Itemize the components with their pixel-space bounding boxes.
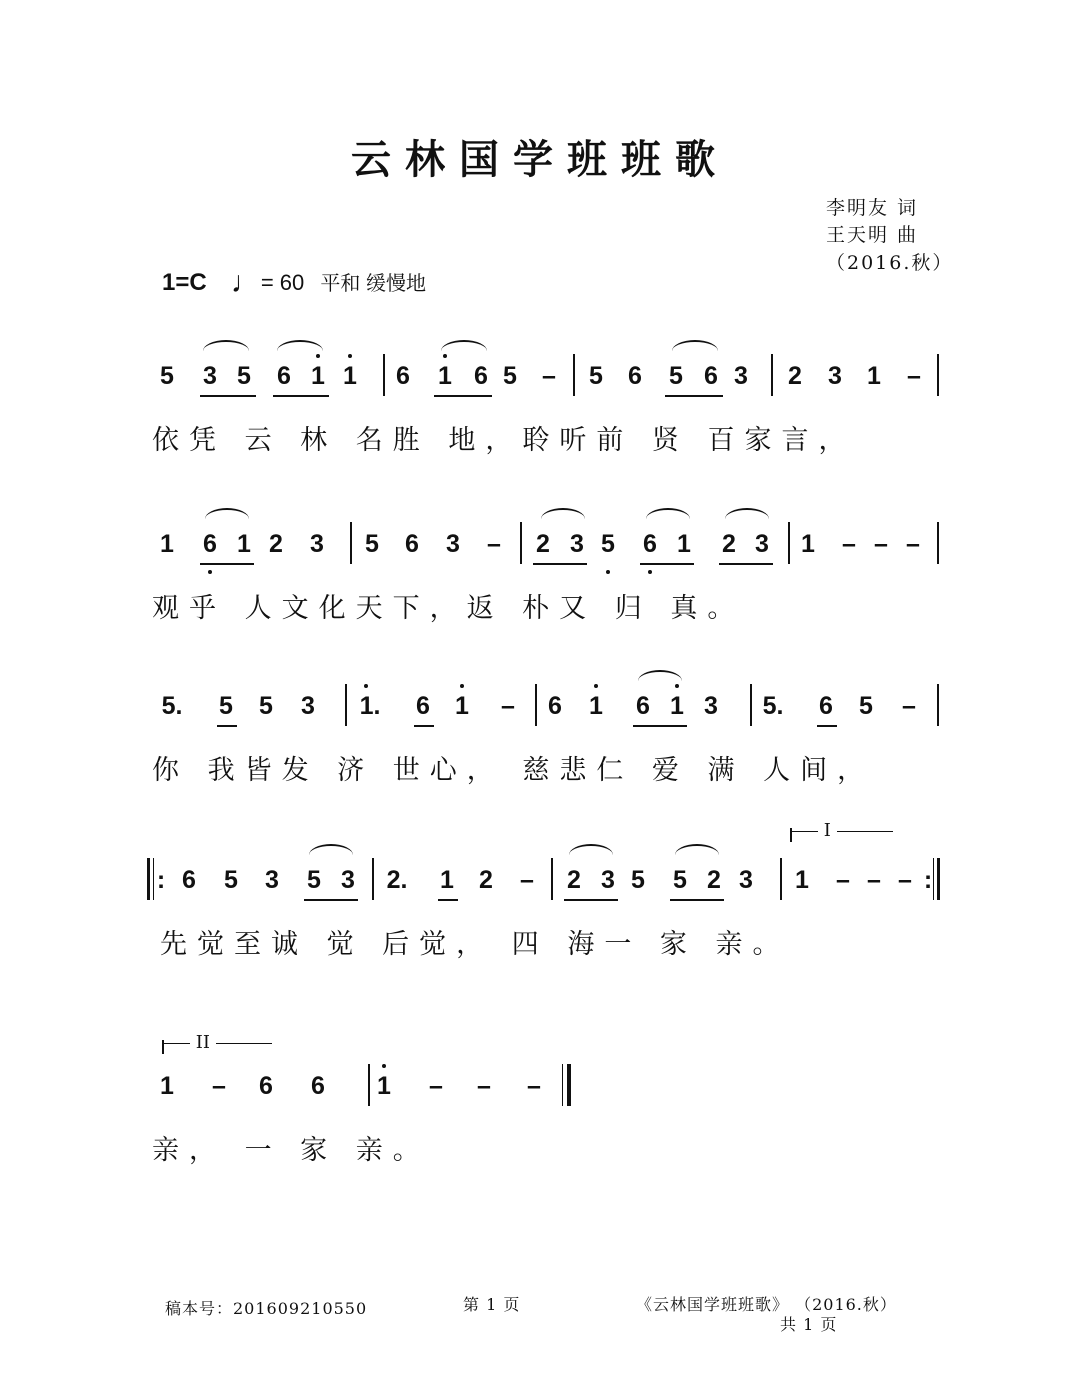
composer-credit: 王天明 曲 (826, 224, 919, 246)
lyricist-credit: 李明友 词 (826, 197, 919, 219)
lyrics-line-3: 你 我皆发 济 世心， 慈悲仁 爱 满 人间， (152, 755, 875, 786)
score-line-1: 5 3 5 6 1 1 6 1 6 5 – 5 6 5 6 3 2 3 1 – 依凭 云 林 名胜 地，聆听前 贤 百家言， (0, 362, 1080, 492)
draft-number: 稿本号：201609210550 (165, 1299, 368, 1318)
first-ending-bracket (790, 820, 893, 842)
score-line-2: 1 6 1 2 3 5 6 3 – 2 3 5 6 1 2 3 1 – – – 观乎 人文化天下，返 朴又 归 真。 (0, 530, 1080, 660)
work-title-footer: 《云林国学班班歌》 （2016.秋） (636, 1295, 897, 1314)
song-title: 云林国学班班歌 (351, 136, 729, 183)
lyrics-line-2: 观乎 人文化天下，返 朴又 归 真。 (152, 593, 745, 624)
lyrics-line-1: 依凭 云 林 名胜 地，聆听前 贤 百家言， (152, 425, 856, 456)
tempo-text: 平和 缓慢地 (320, 273, 426, 295)
score-line-5: 1 – 6 6 1 – – – 亲， 一 家 亲。 (0, 1072, 1080, 1202)
key-signature: 1=C (162, 269, 207, 296)
lyrics-line-5: 亲， 一 家 亲。 (152, 1135, 430, 1166)
tempo-marking (162, 266, 426, 300)
quarter-note-icon: ♩ (230, 266, 261, 299)
second-ending-bracket (162, 1032, 272, 1054)
date-credit: （2016.秋） (826, 252, 954, 274)
bpm-value: = 60 (260, 270, 305, 295)
page-number: 第 1 页 (463, 1295, 521, 1314)
total-pages: 共 1 页 (780, 1315, 838, 1334)
lyrics-line-4: 先觉至诚 觉 后觉， 四 海一 家 亲。 (160, 929, 790, 960)
first-ending-label: I (823, 820, 831, 841)
second-ending-label: II (195, 1032, 210, 1053)
score-line-3: 5. 5 5 3 1. 6 1 – 6 1 6 1 3 5. 6 5 – 你 我皆发 济 世心， 慈悲仁 爱 满 人间， (0, 692, 1080, 822)
score-line-4: : 6 5 3 5 3 2. 1 2 – 2 3 5 5 2 3 1 – – – : 先觉至诚 觉 后觉， 四 海一 家 亲。 (0, 866, 1080, 996)
